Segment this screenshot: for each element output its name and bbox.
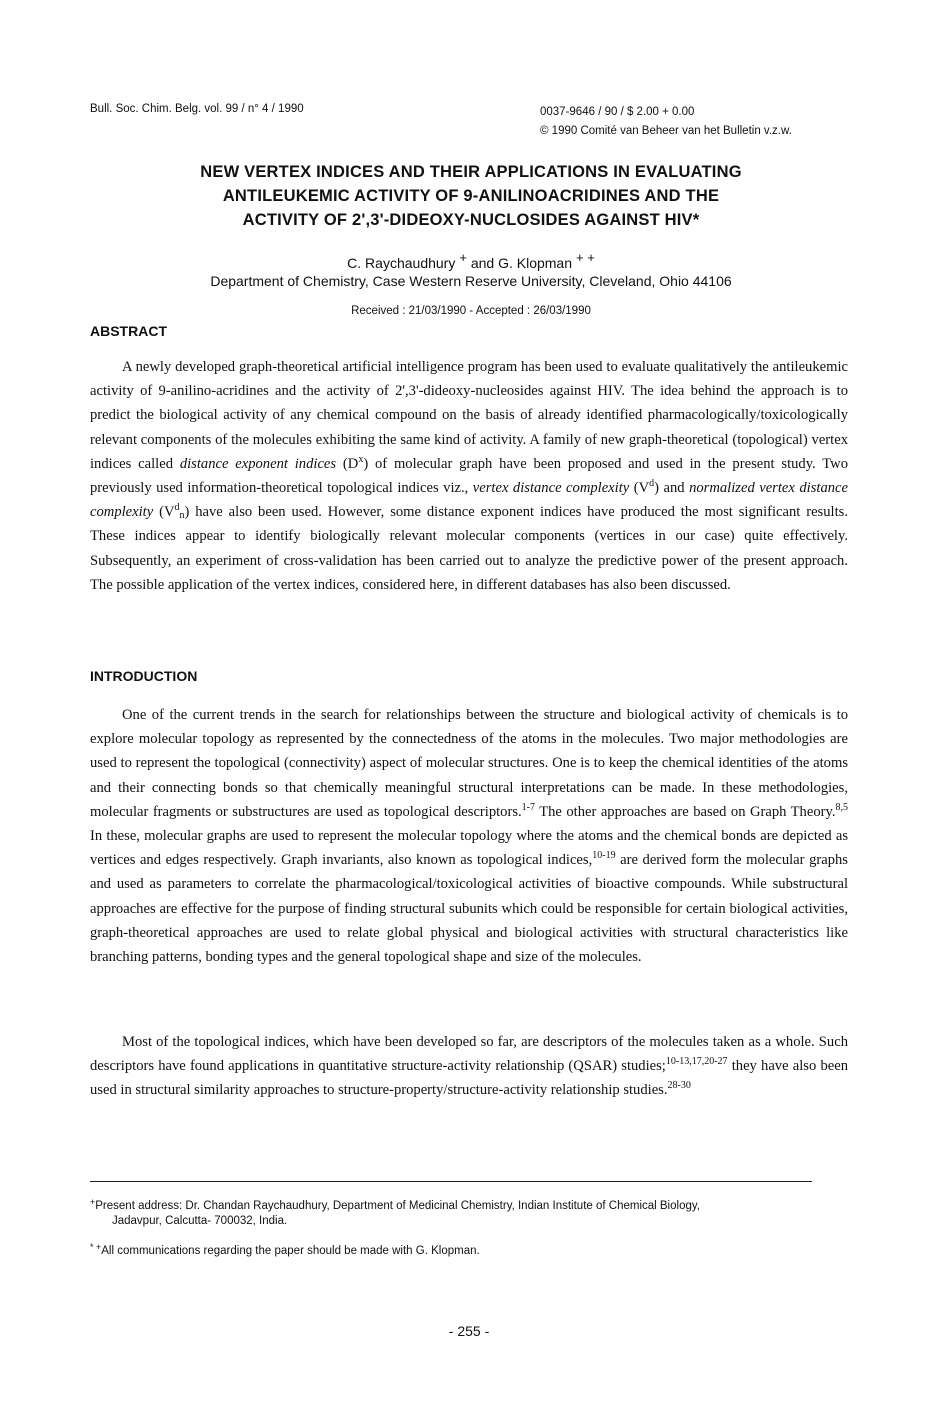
issn-price: 0037-9646 / 90 / $ 2.00 + 0.00: [540, 106, 695, 118]
footnote-correspondence: [90, 1244, 830, 1259]
abstract-text-3: ) of molecular graph have been proposed and used in the present study. Two previously used information-theoretical topological indices viz.,: [90, 455, 848, 497]
title-line-1: NEW VERTEX INDICES AND THEIR APPLICATIONS IN EVALUATING: [200, 163, 742, 181]
footnote-mark-1: +: [90, 1197, 96, 1207]
received-accepted-dates: Received : 21/03/1990 - Accepted : 26/03/1990: [351, 305, 591, 317]
title-line-2: ANTILEUKEMIC ACTIVITY OF 9-ANILINOACRIDINES AND THE: [222, 187, 720, 205]
title-line-3: ACTIVITY OF 2',3'-DIDEOXY-NUCLOSIDES AGAINST HIV*: [242, 211, 700, 229]
intro-p2-text-1: Most of the topological indices, which have been developed so far, are descriptors of the molecules taken as a whole. Such descriptors have found applications in quantitative structure-activity relationship (QSAR) studies;: [90, 1034, 848, 1075]
abstract-body: [90, 355, 848, 597]
introduction-paragraph-2: [90, 1030, 848, 1103]
abstract-text-6: (V: [153, 504, 175, 521]
footnote-divider: [90, 1181, 812, 1182]
abstract-heading: ABSTRACT: [90, 323, 167, 339]
abstract-term-normalized-complexity: normalized vertex distance complexity: [90, 480, 848, 521]
abstract-sub-n: n: [179, 510, 185, 522]
intro-p2-ref-2: 28-30: [667, 1080, 691, 1092]
footnote-1-line-2: Jadavpur, Calcutta- 700032, India.: [112, 1215, 288, 1227]
intro-p1-text-2: The other approaches are based on Graph Theory.: [535, 803, 836, 820]
intro-p2-ref-1: 10-13,17,20-27: [665, 1056, 728, 1068]
abstract-text-7: ) have also been used. However, some distance exponent indices have produced the most significant results. These indices appear to identify biologically relevant molecular components (vertices in our case) quite effectively. Subsequently, an experiment of cross-validation has been carried out to analyze the predictive power of the present approach. The possible application of the vertex indices, considered here, in different databases has also been discussed.: [90, 504, 848, 593]
author-mark-2: + +: [576, 250, 595, 265]
affiliation: Department of Chemistry, Case Western Reserve University, Cleveland, Ohio 44106: [210, 273, 732, 289]
paper-title: [90, 160, 852, 232]
journal-citation: Bull. Soc. Chim. Belg. vol. 99 / n° 4 / 1990: [90, 103, 304, 115]
author-mark-1: +: [459, 250, 467, 265]
copyright-notice: © 1990 Comité van Beheer van het Bulletin v.z.w.: [540, 125, 792, 137]
footnote-present-address: [90, 1199, 830, 1229]
abstract-text-2: (D: [336, 455, 359, 472]
abstract-sup-x: x: [358, 453, 364, 465]
intro-p2-text-2: they have also been used in structural similarity approaches to structure-property/structure-activity relationship studies.: [90, 1058, 848, 1099]
intro-p1-text-4: are derived form the molecular graphs and used as parameters to correlate the pharmacological/toxicological activities of bioactive compounds. While substructural approaches are effective for the purpose of finding structural subunits which could be responsible for certain biological activities, graph-theoretical approaches are used to relate global physical and biological activities with structural characteristics like branching patterns, bonding types and the general topological shape and size of the molecules.: [90, 852, 848, 966]
abstract-sup-d: d: [649, 478, 655, 490]
intro-p1-ref-2: 8,5: [835, 801, 848, 813]
author-line: [90, 250, 852, 272]
journal-codes: [540, 103, 792, 141]
intro-p1-ref-3: 10-19: [592, 850, 616, 862]
author-conjunction: and: [470, 255, 495, 271]
footnote-mark-2: * +: [90, 1242, 102, 1252]
intro-p1-ref-1: 1-7: [521, 801, 536, 813]
author-raychaudhury: C. Raychaudhury: [347, 255, 456, 271]
intro-p1-text-1: One of the current trends in the search for relationships between the structure and biological activity of chemicals is to explore molecular topology as represented by the connectedness of the atoms in the molecules. Two major methodologies are used to represent the topological (connectivity) aspect of molecular structures. One is to keep the chemical identities of the atoms and their connecting bonds so that chemically meaningful structural interpretations can be made. In these methodologies, molecular fragments or substructures are used as topological descriptors.: [90, 707, 848, 820]
footnote-1-line-1: Present address: Dr. Chandan Raychaudhury, Department of Medicinal Chemistry, Indian Institute of Chemical Biology,: [95, 1200, 700, 1212]
introduction-paragraph-1: [90, 703, 848, 969]
abstract-term-distance-exponent: distance exponent indices: [179, 455, 337, 472]
intro-p1-text-3: In these, molecular graphs are used to represent the molecular topology where the atoms and the chemical bonds are depicted as vertices and edges respectively. Graph invariants, also known as topological indices,: [90, 828, 848, 869]
abstract-term-vertex-distance-complexity: vertex distance complexity: [472, 480, 630, 497]
abstract-text-5: ) and: [654, 480, 690, 497]
abstract-text-4: (V: [629, 480, 650, 497]
author-klopman: G. Klopman: [498, 255, 573, 271]
introduction-heading: INTRODUCTION: [90, 668, 198, 684]
footnote-2-text: All communications regarding the paper should be made with G. Klopman.: [101, 1245, 480, 1257]
abstract-text-1: A newly developed graph-theoretical artificial intelligence program has been used to evaluate qualitatively the antileukemic activity of 9-anilino-acridines and the activity of 2',3'-dideoxy-nucleosides against HIV. The idea behind the approach is to predict the biological activity of any chemical compound on the basis of already identified pharmacologically/toxicologically relevant components of the molecules exhibiting the same kind of activity. A family of new graph-theoretical (topological) vertex indices called: [90, 359, 848, 472]
abstract-sup-d-2: d: [174, 502, 180, 514]
page-number: - 255 -: [448, 1323, 490, 1339]
